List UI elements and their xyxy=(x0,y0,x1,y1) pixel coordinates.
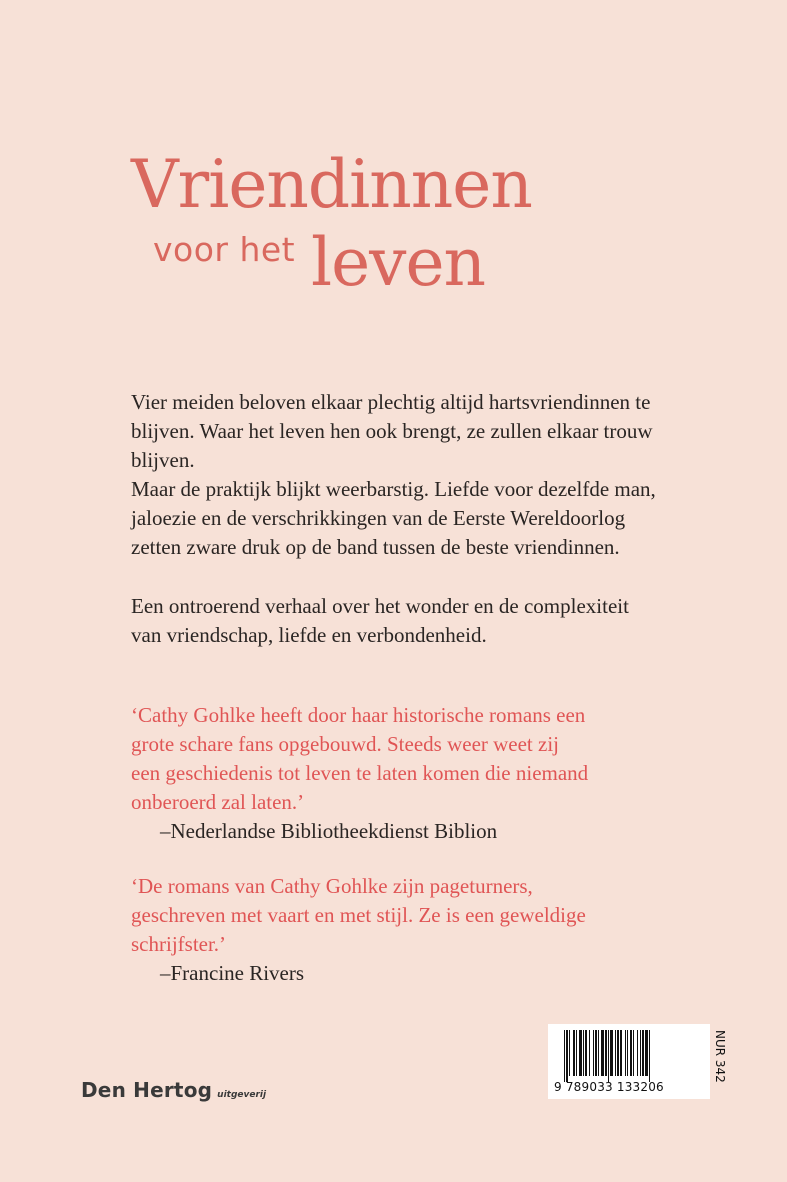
barcode-bar xyxy=(649,1030,650,1082)
barcode-bar xyxy=(585,1030,587,1076)
barcode-bar xyxy=(598,1030,599,1076)
quote-author: –Nederlandse Bibliotheekdienst Biblion xyxy=(160,819,498,843)
barcode-bar xyxy=(633,1030,634,1076)
barcode-bar xyxy=(569,1030,570,1076)
barcode-bar xyxy=(576,1030,577,1076)
description-line: Vier meiden beloven elkaar plechtig altijd hartsvriendinnen te xyxy=(131,390,651,414)
quote-line: geschreven met vaart en met stijl. Ze is een geweldige xyxy=(131,903,586,927)
publisher-subtitle: uitgeverij xyxy=(217,1090,267,1100)
barcode-bar xyxy=(593,1030,594,1076)
barcode-bar xyxy=(620,1030,622,1076)
quote-line: onberoerd zal laten.’ xyxy=(131,790,305,814)
publisher-name: Den Hertog xyxy=(81,1078,213,1102)
barcode-bar xyxy=(566,1030,568,1082)
book-description xyxy=(131,388,701,650)
title-line-2: voor het xyxy=(153,230,296,269)
barcode-bar xyxy=(601,1030,604,1076)
barcode-bar xyxy=(630,1030,632,1076)
barcode-bar xyxy=(617,1030,619,1076)
barcode-bar xyxy=(642,1030,644,1076)
barcode-bar xyxy=(637,1030,638,1076)
description-line: blijven. xyxy=(131,448,195,472)
barcode-bar xyxy=(640,1030,641,1076)
barcode-bar xyxy=(615,1030,616,1076)
title-line-3: leven xyxy=(311,224,486,301)
paragraph-gap xyxy=(131,562,701,592)
quote-line: schrijfster.’ xyxy=(131,932,227,956)
description-line: jaloezie en de verschrikkingen van de Eerste Wereldoorlog xyxy=(131,506,626,530)
barcode-digits: 9 789033 133206 xyxy=(554,1080,664,1094)
description-line: zetten zware druk op de band tussen de beste vriendinnen. xyxy=(131,535,620,559)
title-line-1: Vriendinnen xyxy=(131,146,532,223)
barcode-bar xyxy=(579,1030,582,1076)
isbn-barcode xyxy=(548,1024,710,1099)
barcode-bar xyxy=(645,1030,648,1076)
barcode-bar xyxy=(627,1030,628,1076)
barcode-bar xyxy=(605,1030,607,1076)
barcode-bar xyxy=(573,1030,575,1076)
barcode-bar xyxy=(564,1030,565,1082)
quote-line: een geschiedenis tot leven te laten komen die niemand xyxy=(131,761,589,785)
barcode-bar xyxy=(625,1030,626,1076)
publisher-logo xyxy=(81,1078,266,1102)
description-line: blijven. Waar het leven hen ook brengt, ze zullen elkaar trouw xyxy=(131,419,653,443)
quote-line: grote schare fans opgebouwd. Steeds weer weet zij xyxy=(131,732,560,756)
description-line: van vriendschap, liefde en verbondenheid. xyxy=(131,623,487,647)
barcode-bar xyxy=(583,1030,584,1076)
quote-author: –Francine Rivers xyxy=(160,961,305,985)
nur-code: NUR 342 xyxy=(713,1030,727,1083)
quote-line: ‘Cathy Gohlke heeft door haar historische romans een xyxy=(131,703,586,727)
barcode-bar xyxy=(595,1030,597,1076)
barcode-bar xyxy=(589,1030,590,1076)
description-line: Een ontroerend verhaal over het wonder en de complexiteit xyxy=(131,594,629,618)
barcode-bar xyxy=(610,1030,613,1076)
review-quote-1 xyxy=(131,701,701,846)
review-quote-2 xyxy=(131,872,701,988)
book-title xyxy=(0,0,787,330)
quote-line: ‘De romans van Cathy Gohlke zijn pageturners, xyxy=(131,874,533,898)
description-line: Maar de praktijk blijkt weerbarstig. Liefde voor dezelfde man, xyxy=(131,477,656,501)
barcode-bar xyxy=(608,1030,609,1082)
